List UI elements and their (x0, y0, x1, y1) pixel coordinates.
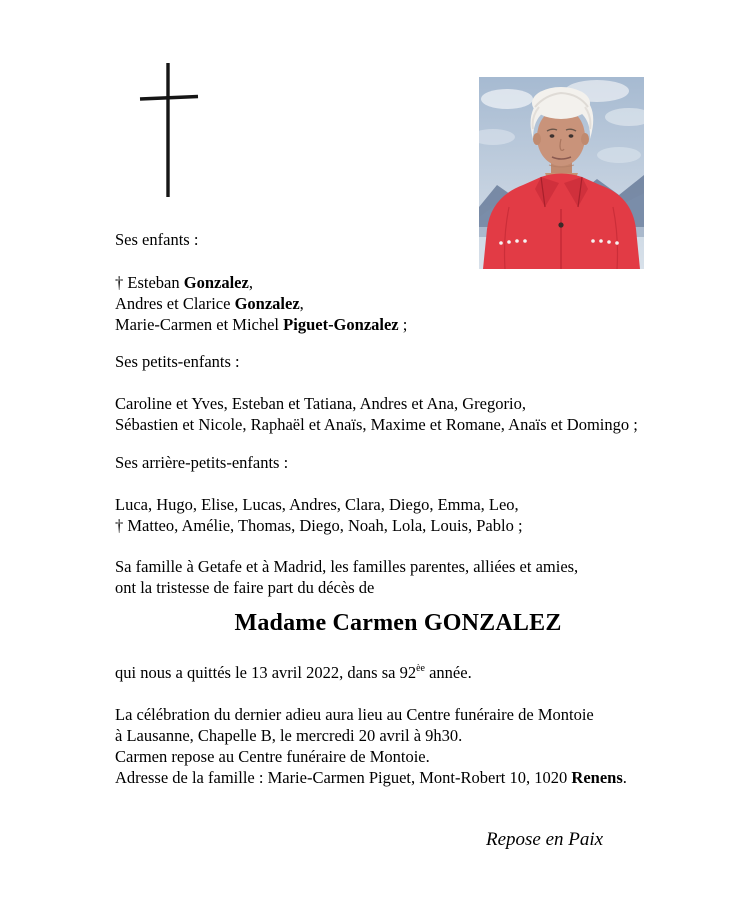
great-grandchildren-line: Luca, Hugo, Elise, Lucas, Andres, Clara, Diego, Emma, Leo, (115, 495, 519, 514)
death-notice-text: qui nous a quittés le 13 avril 2022, dans sa 92 (115, 663, 417, 682)
children-line-text: Andres et Clarice (115, 294, 235, 313)
family-intro (115, 556, 578, 598)
children-label: Ses enfants : (115, 230, 199, 249)
ceremony-line: à Lausanne, Chapelle B, le mercredi 20 avril à 9h30. (115, 726, 463, 745)
ceremony-line: Carmen repose au Centre funéraire de Montoie. (115, 747, 430, 766)
grandchildren-line: Sébastien et Nicole, Raphaël et Anaïs, Maxime et Romane, Anaïs et Domingo ; (115, 415, 638, 434)
closing-phrase: Repose en Paix (486, 829, 604, 850)
ordinal-superscript: èe (416, 663, 425, 674)
cross-icon (136, 60, 204, 202)
ceremony-line: La célébration du dernier adieu aura lieu au Centre funéraire de Montoie (115, 705, 594, 724)
children-line-text: † Esteban (115, 273, 184, 292)
address-city: Renens (571, 768, 623, 787)
family-intro-line: Sa famille à Getafe et à Madrid, les familles parentes, alliées et amies, (115, 557, 579, 576)
grandchildren-names (115, 393, 638, 435)
children-line: † Esteban Gonzalez, (115, 273, 253, 292)
death-notice: qui nous a quittés le 13 avril 2022, dans sa $92^{èe}$ année. (115, 663, 472, 682)
children-line: Andres et Clarice Gonzalez, (115, 294, 304, 313)
children-line: Marie-Carmen et Michel Piguet-Gonzalez ; (115, 315, 408, 334)
deceased-name: Madame Carmen GONZALEZ (234, 610, 562, 636)
grandchildren-line: Caroline et Yves, Esteban et Tatiana, Andres et Ana, Gregorio, (115, 394, 526, 413)
portrait-photo (479, 77, 644, 269)
grandchildren-label: Ses petits-enfants : (115, 352, 240, 371)
ceremony-details (115, 704, 627, 788)
family-intro-line: ont la tristesse de faire part du décès de (115, 578, 375, 597)
great-grandchildren-label: Ses arrière-petits-enfants : (115, 453, 289, 472)
children-surname: Gonzalez (183, 273, 249, 292)
children-line-text: Marie-Carmen et Michel (115, 315, 284, 334)
great-grandchildren-names (115, 494, 523, 536)
family-address-line: Adresse de la famille : Marie-Carmen Piguet, Mont-Robert 10, 1020 Renens. (115, 768, 627, 787)
children-surname: Piguet-Gonzalez (283, 315, 399, 334)
great-grandchildren-line: † Matteo, Amélie, Thomas, Diego, Noah, Lola, Louis, Pablo ; (115, 516, 523, 535)
children-surname: Gonzalez (234, 294, 300, 313)
children-names (115, 272, 407, 335)
